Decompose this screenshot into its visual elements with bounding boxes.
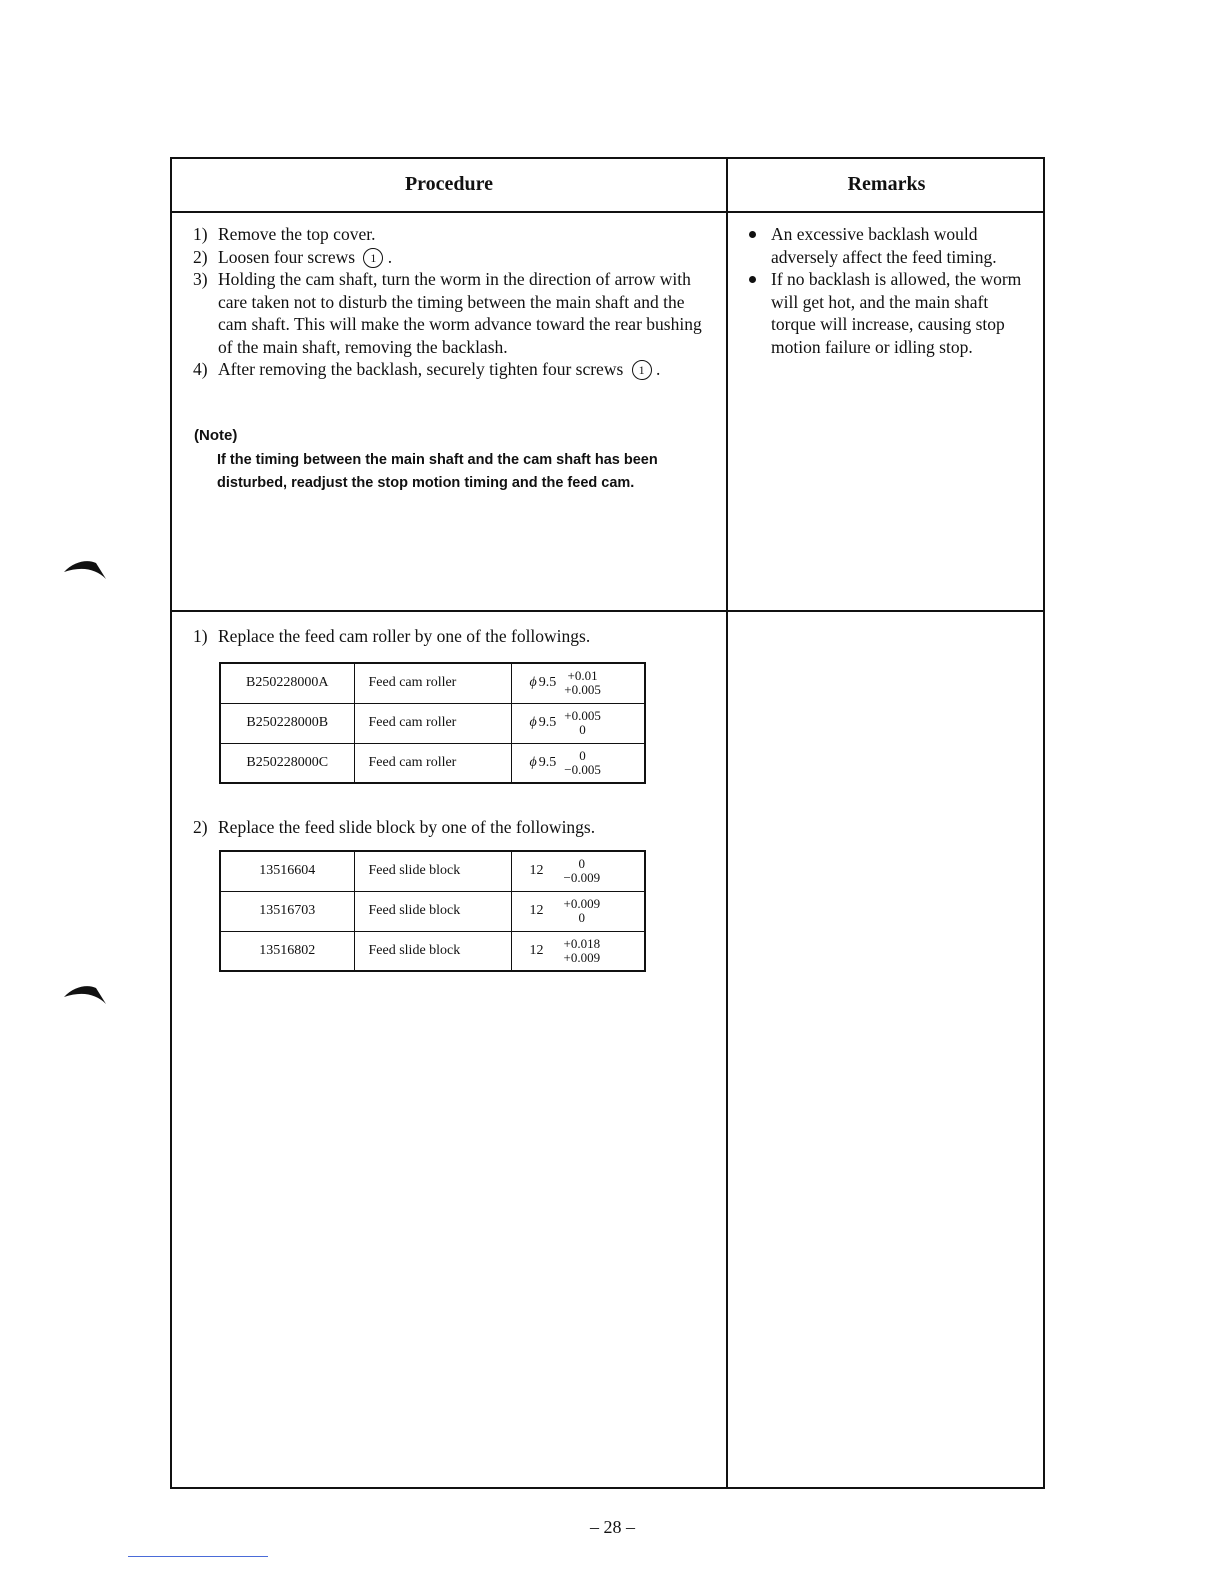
- nominal-size: 12: [529, 863, 544, 879]
- tolerance-upper: 0: [578, 856, 586, 872]
- procedure-steps: [193, 223, 713, 381]
- header-divider: [172, 211, 1043, 213]
- tolerance-lower: −0.009: [563, 870, 601, 886]
- table-row: [220, 743, 645, 783]
- step-trailing: .: [656, 359, 661, 379]
- step-number: 4): [193, 359, 208, 379]
- nominal-size: 9.5: [538, 715, 557, 730]
- step-number: 2): [193, 246, 208, 267]
- step-text: Holding the cam shaft, turn the worm in the direction of arrow with care taken not to disturb the timing between the main shaft and the cam shaft. This will make the worm advance toward the rear bushing of the main shaft, removing the backlash.: [218, 269, 702, 357]
- nominal-size: 9.5: [538, 754, 557, 770]
- part-spec: [511, 931, 645, 971]
- part-name: Feed cam roller: [354, 703, 511, 743]
- part-spec: [511, 663, 645, 703]
- remark-item: An excessive backlash would adversely affect the feed timing.: [746, 223, 1036, 268]
- remark-item: If no backlash is allowed, the worm will get hot, and the main shaft torque will increase, causing stop motion failure or idling stop.: [746, 268, 1036, 358]
- table-row: [220, 851, 645, 891]
- tolerance-lower: 0: [579, 722, 586, 737]
- part-number: 13516703: [220, 891, 354, 931]
- tolerance-upper: 0: [579, 747, 586, 763]
- circled-number-icon: 1: [363, 248, 383, 268]
- remarks-list: [746, 223, 1036, 358]
- part-number: 13516802: [220, 931, 354, 971]
- part-name: Feed cam roller: [354, 663, 511, 703]
- table-row: [220, 931, 645, 971]
- procedure-header: Procedure: [404, 173, 494, 195]
- section-divider: [172, 610, 1043, 612]
- binder-mark-icon: [62, 980, 108, 1008]
- instruction-text: Replace the feed cam roller by one of the followings.: [218, 626, 591, 646]
- underline-mark: [128, 1556, 268, 1557]
- instruction-slide-block: [193, 816, 595, 838]
- tolerance-upper: +0.009: [563, 896, 601, 911]
- tolerance-lower: +0.005: [564, 682, 601, 698]
- instruction-cam-roller: [193, 625, 590, 647]
- diameter-symbol: ϕ: [529, 715, 537, 730]
- step-3: [193, 268, 713, 358]
- part-number: B250228000C: [220, 743, 354, 783]
- nominal-size: 9.5: [538, 675, 557, 691]
- part-name: Feed cam roller: [354, 743, 511, 783]
- instruction-number: 2): [193, 817, 208, 837]
- remarks-header: Remarks: [847, 173, 926, 195]
- part-spec: [511, 703, 645, 743]
- tolerance-lower: +0.009: [563, 949, 601, 965]
- note-text: If the timing between the main shaft and the cam shaft has been disturbed, readjust the stop motion timing and the feed cam.: [217, 452, 658, 491]
- procedure-table: [170, 157, 1045, 1489]
- part-number: 13516604: [220, 851, 354, 891]
- step-number: 3): [193, 269, 208, 289]
- diameter-symbol: ϕ: [529, 754, 537, 770]
- nominal-size: 12: [529, 942, 544, 958]
- column-divider: [726, 159, 728, 1487]
- part-spec: [511, 891, 645, 931]
- table-row: [220, 663, 645, 703]
- tolerance-upper: +0.018: [563, 935, 601, 951]
- tolerance-upper: +0.01: [567, 668, 598, 684]
- instruction-text: Replace the feed slide block by one of the followings.: [218, 817, 596, 837]
- step-number: 1): [193, 224, 208, 244]
- part-spec: [511, 851, 645, 891]
- step-text: After removing the backlash, securely tighten four screws: [218, 359, 624, 379]
- tolerance-lower: 0: [578, 910, 586, 925]
- part-name: Feed slide block: [354, 891, 511, 931]
- tolerance-lower: −0.005: [564, 761, 601, 777]
- step-2: [193, 246, 713, 269]
- slide-block-table: [219, 850, 646, 972]
- binder-mark-icon: [62, 555, 108, 583]
- part-number: B250228000A: [220, 663, 354, 703]
- instruction-number: 1): [193, 626, 208, 646]
- circled-number-icon: 1: [632, 360, 652, 380]
- cam-roller-table: [219, 662, 646, 784]
- step-trailing: .: [387, 246, 393, 267]
- note-title: (Note): [194, 427, 238, 444]
- part-name: Feed slide block: [354, 851, 511, 891]
- page-number: – 28 –: [590, 1517, 635, 1537]
- step-1: [193, 223, 713, 246]
- step-text: Remove the top cover.: [218, 224, 376, 244]
- diameter-symbol: ϕ: [529, 675, 537, 691]
- part-number: B250228000B: [220, 703, 354, 743]
- tolerance-upper: +0.005: [564, 708, 601, 723]
- part-name: Feed slide block: [354, 931, 511, 971]
- nominal-size: 12: [529, 903, 544, 918]
- part-spec: [511, 743, 645, 783]
- table-row: [220, 891, 645, 931]
- table-row: [220, 703, 645, 743]
- step-text: Loosen four screws: [218, 246, 356, 267]
- step-4: [193, 358, 713, 381]
